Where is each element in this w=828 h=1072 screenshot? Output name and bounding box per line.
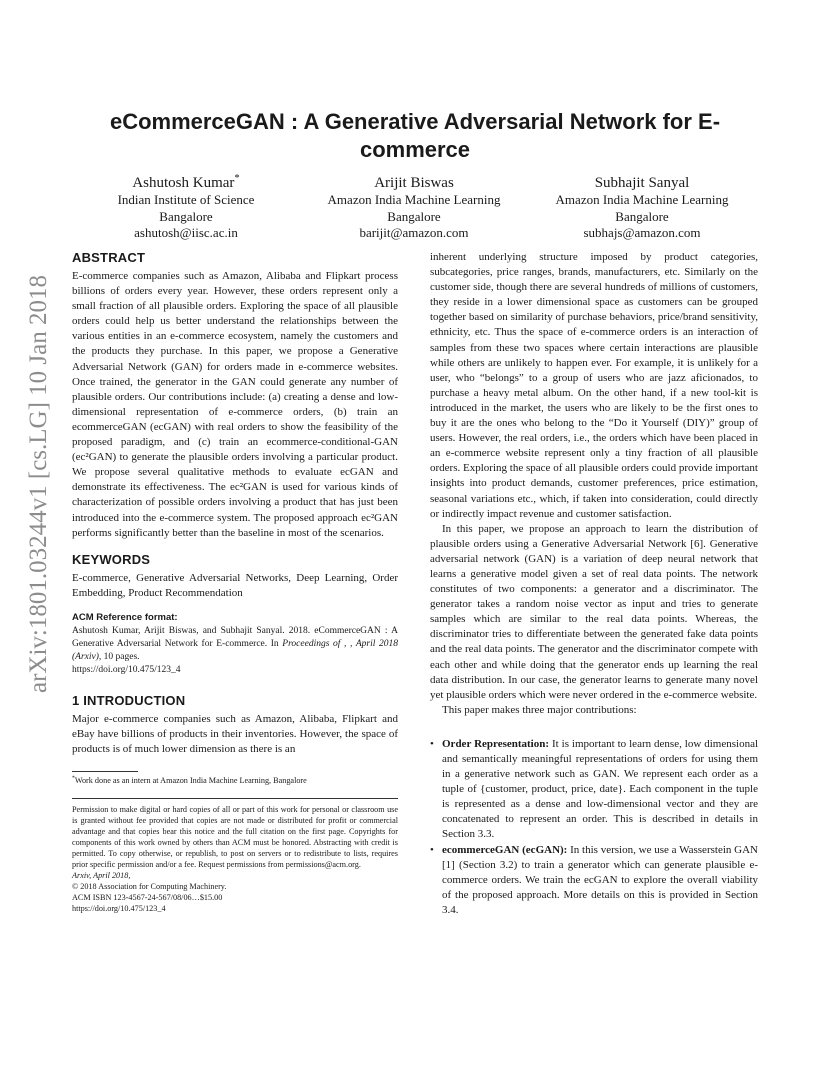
- author-email: subhajs@amazon.com: [583, 225, 701, 240]
- list-item: [430, 737, 758, 843]
- paper-title: eCommerceGAN : A Generative Adversarial Network for E-commerce: [109, 109, 721, 162]
- footnote-text: Work done as an intern at Amazon India Machine Learning, Bangalore: [74, 776, 307, 786]
- body-paragraph: inherent underlying structure imposed by product categories, subcategories, price ranges, brands, manufacturers, etc. Similarly on the customer side, though there are several hundreds of millions of customers, they reside in a lower dimensional space as customers can be grouped together based on similarity of purchase behaviors, price/brand sensitivity, ethnicity, etc. Thus the space of e-commerce orders is an interaction of samples from these two spaces where certain interactions are plausible while others are unlikely to happen ever. For example, it is unlikely for a user, who “belongs” to a group of users who are jazz aficionados, to purchase a heavy metal album. On the other hand, if a new tool-kit is introduced in the market, the users who are likely to be the first ones to buy it are the ones who belong to the “Do it Yourself (DIY)” group of users. However, the real orders, i.e., the orders which have been placed in an e-commerce website represent only a tiny fraction of all plausible orders. Exploring the space of all plausible orders could provide important insights into product demands, customer preferences, price estimation, seasonal variations etc., which, if taken into consideration, could directly or indirectly impact revenue and customer satisfaction.: [430, 251, 758, 520]
- footnote-mark: *: [72, 775, 75, 782]
- bullet-text: In this version, we use a Wasserstein GAN [1] (Section 3.2) to train a generator which can generate plausible e-commerce orders. We train the ecGAN to explore the overall viability of the proposed approach. More details on this is provided in Section 3.4.: [442, 843, 758, 916]
- arxiv-identifier: arXiv:1801.03244v1 [cs.LG] 10 Jan 2018: [25, 275, 52, 693]
- abstract-heading: ABSTRACT: [72, 250, 146, 265]
- author-name: Subhajit Sanyal: [594, 175, 690, 191]
- author-affiliation: Amazon India Machine Learning: [327, 192, 501, 207]
- author-name: Arijit Biswas: [374, 175, 454, 191]
- permission-statement: Permission to make digital or hard copies of all or part of this work for personal or classroom use is granted without fee provided that copies are not made or distributed for profit or commercial advantage and that copies bear this notice and the full citation on the first page. Copyrights for components of this work owned by others than ACM must be honored. Abstracting with credit is permitted. To copy otherwise, or republish, to post on servers or to redistribute to lists, requires prior specific permission and/or a fee. Request permissions from permissions@acm.org.: [72, 805, 398, 870]
- abstract-text: E-commerce companies such as Amazon, Alibaba and Flipkart process billions of orders every year. However, these orders represent only a small fraction of all plausible orders. Exploring the space of all plausible orders could help us better understand the relationships between the various entities in an e-commerce ecosystem, namely the customers and the products they purchase. In this paper, we propose a Generative Adversarial Network (GAN) for orders made in e-commerce websites. Once trained, the generator in the GAN could generate any number of plausible orders. Our contributions include: (a) creating a dense and low-dimensional representation of e-commerce orders, (b) train an ecommerceGAN (ecGAN) with real orders to show the feasibility of the proposed paradigm, and (c) train an ecommerce-conditional-GAN (ec²GAN) to generate the plausible orders involving a particular product. We propose several qualitative methods to evaluate ecGAN and demonstrate its effectiveness. The ec²GAN is used for various kinds of characterization of possible orders involving a product that has just been introduced into the e-commerce system. The proposed approach ec²GAN performs significantly better than the baseline in most of the scenarios.: [72, 270, 398, 539]
- keywords-heading: KEYWORDS: [72, 551, 151, 567]
- author-footnote-mark: *: [234, 173, 240, 184]
- author-city: Bangalore: [387, 208, 441, 224]
- copyright-block: [72, 804, 398, 914]
- author-affiliation: Indian Institute of Science: [117, 192, 255, 207]
- author-city: Bangalore: [159, 208, 213, 224]
- author-2: [300, 174, 528, 242]
- arxiv-sidebar-stamp: [24, 275, 54, 693]
- introduction-heading: 1 INTRODUCTION: [72, 692, 186, 708]
- contributions-list: [430, 737, 758, 918]
- author-3: [528, 174, 756, 242]
- acm-reference-venue: Proceedings of , , April 2018 (Arxiv),: [72, 638, 398, 662]
- bullet-term: Order Representation:: [442, 737, 550, 750]
- footnote-rule: [72, 771, 138, 772]
- list-item: [430, 843, 758, 918]
- author-email: ashutosh@iisc.ac.in: [134, 225, 238, 240]
- bullet-term: ecommerceGAN (ecGAN):: [442, 843, 568, 856]
- footnote: [72, 775, 398, 786]
- acm-reference-heading: ACM Reference format:: [72, 611, 178, 623]
- copyright-line: © 2018 Association for Computing Machinery.: [72, 882, 227, 892]
- left-column: [72, 250, 398, 914]
- copyright-venue: Arxiv, April 2018,: [72, 871, 131, 881]
- author-block: [72, 174, 757, 244]
- bullet-text: It is important to learn dense, low dimensional and semantically meaningful representations of orders for using them in a generative network such as GAN. We represent each order as a tuple of {customer, product, price, date}. Each component in the tuple is represented as a dense and low-dimensional vector and they are concatenated to represent an order. This is described in details in Section 3.3.: [442, 737, 759, 841]
- keywords-text: E-commerce, Generative Adversarial Networks, Deep Learning, Order Embedding, Product Recommendation: [72, 571, 398, 599]
- acm-reference-text: Ashutosh Kumar, Arijit Biswas, and Subhajit Sanyal. 2018. eCommerceGAN : A Generative Adversarial Network for E-commerce. In Proceedings of , , April 2018 (Arxiv), 10 pages.: [72, 625, 398, 662]
- body-paragraph: This paper makes three major contributions:: [442, 703, 637, 716]
- introduction-text: Major e-commerce companies such as Amazon, Alibaba, Flipkart and eBay have billions of products in their inventories. However, the space of products is of much lower dimension as there is an: [72, 712, 398, 756]
- right-column: [430, 250, 758, 918]
- copyright-rule: [72, 798, 398, 799]
- author-name: Ashutosh Kumar: [132, 175, 235, 191]
- copyright-doi[interactable]: https://doi.org/10.475/123_4: [72, 904, 166, 914]
- author-affiliation: Amazon India Machine Learning: [555, 192, 729, 207]
- body-paragraph: In this paper, we propose an approach to learn the distribution of plausible orders using a Generative Adversarial Network [6]. Generative adversarial network (GAN) is a variation of deep neural network that learns a generative model given a set of real data points. The network constitutes of two components: a generator and a discriminator. The generator takes a random noise vector as input and tries to generate samples which are similar to the real data points. Whereas, the discriminator tries to differentiate between the generated fake data points and the real data points. The generator and the discriminator compete with each other and while doing that the generator ends up learning the real data distribution. In our case, the generator learns to generate many novel yet plausible orders which were never ordered in the e-commerce website.: [430, 522, 758, 701]
- author-1: [72, 174, 300, 242]
- acm-reference-doi[interactable]: https://doi.org/10.475/123_4: [72, 664, 181, 675]
- author-email: barijit@amazon.com: [359, 225, 469, 240]
- author-city: Bangalore: [615, 208, 669, 224]
- isbn-line: ACM ISBN 123-4567-24-567/08/06…$15.00: [72, 893, 223, 903]
